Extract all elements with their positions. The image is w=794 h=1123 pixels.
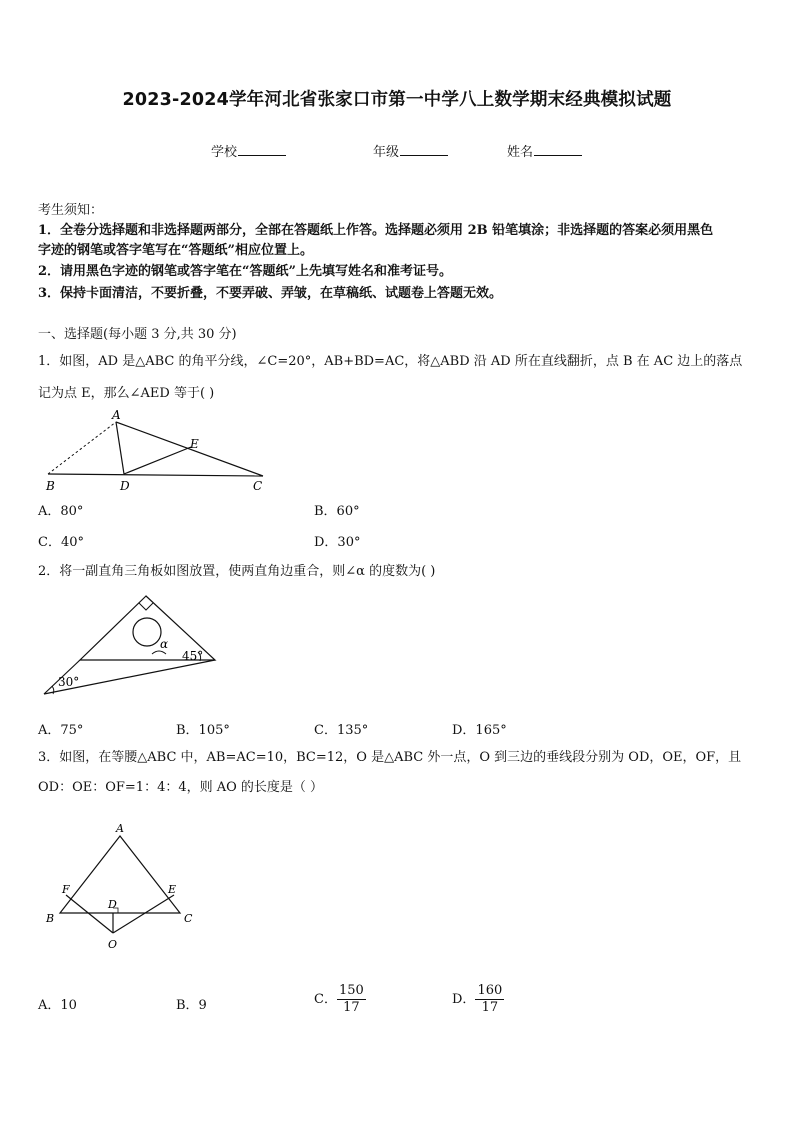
q3-option-d-fraction — [475, 983, 504, 1016]
section-heading: 一、选择题(每小题 3 分,共 30 分) — [38, 327, 237, 342]
q1-option-c[interactable]: C．40° — [38, 535, 84, 550]
q3-option-c-denominator: 17 — [343, 1000, 360, 1015]
q1-label-e: E — [190, 437, 199, 451]
name-label: 姓名 — [507, 145, 534, 160]
q3-option-c-numerator: 150 — [338, 983, 364, 998]
q3-option-c[interactable] — [314, 983, 366, 1016]
q2-option-a[interactable]: A．75° — [38, 723, 84, 738]
q1-label-d: D — [120, 479, 130, 493]
q2-option-b[interactable]: B．105° — [176, 723, 230, 738]
school-label: 学校 — [211, 145, 238, 160]
question-3-figure — [38, 818, 208, 958]
q2-label-45: 45° — [182, 649, 204, 663]
q1-option-b[interactable]: B．60° — [314, 504, 360, 519]
question-1-figure — [38, 404, 278, 496]
q3-label-f: F — [62, 883, 70, 896]
q3-option-d-denominator: 17 — [481, 1000, 499, 1015]
notice-item-1-cont: 字迹的钢笔或答字笔写在“答题纸”相应位置上。 — [38, 243, 313, 258]
q3-option-d-numerator: 160 — [477, 983, 503, 998]
q3-label-b: B — [46, 912, 55, 925]
q3-label-d: D — [108, 898, 117, 911]
q3-option-c-prefix: C． — [314, 992, 337, 1007]
notice-item-1: 1．全卷分选择题和非选择题两部分，全部在答题纸上作答。选择题必须用 2B 铅笔填涂；非选择题的答案必须用黑色 — [38, 223, 714, 238]
grade-field[interactable] — [373, 141, 448, 160]
q3-label-a: A — [116, 822, 124, 835]
q3-label-c: C — [184, 912, 193, 925]
question-2-text: 2．将一副直角三角板如图放置，使两直角边重合，则∠α 的度数为( ) — [38, 564, 436, 579]
school-field[interactable] — [211, 141, 286, 160]
question-1-text-cont: 记为点 E，那么∠AED 等于( ) — [38, 386, 215, 401]
question-3-text: 3．如图，在等腰△ABC 中，AB=AC=10，BC=12，O 是△ABC 外一点，O 到三边的垂线段分别为 OD，OE，OF，且 — [38, 750, 742, 765]
question-3-text-cont: OD：OE：OF=1：4：4，则 AO 的长度是（ ） — [38, 780, 324, 795]
question-2-figure — [38, 590, 228, 700]
q3-option-d-prefix: D． — [452, 992, 476, 1007]
q2-label-30: 30° — [58, 675, 80, 689]
q1-label-a: A — [112, 408, 121, 422]
q3-option-a[interactable]: A．10 — [38, 998, 77, 1013]
q3-label-o: O — [108, 938, 118, 951]
q2-label-alpha: α — [160, 637, 169, 651]
q3-option-c-fraction — [337, 983, 366, 1016]
question-1-text: 1．如图，AD 是△ABC 的角平分线，∠C=20°，AB+BD=AC，将△ABD 沿 AD 所在直线翻折，点 B 在 AC 边上的落点 — [38, 354, 743, 369]
q1-label-b: B — [46, 479, 55, 493]
q3-option-b[interactable]: B．9 — [176, 998, 207, 1013]
q3-option-d[interactable] — [452, 983, 504, 1016]
q1-label-c: C — [253, 479, 263, 493]
name-field[interactable] — [507, 141, 582, 160]
notice-item-2: 2．请用黑色字迹的钢笔或答字笔在“答题纸”上先填写姓名和准考证号。 — [38, 264, 453, 279]
q2-option-c[interactable]: C．135° — [314, 723, 369, 738]
notice-item-3: 3．保持卡面清洁，不要折叠，不要弄破、弄皱，在草稿纸、试题卷上答题无效。 — [38, 286, 503, 301]
q2-option-d[interactable]: D．165° — [452, 723, 507, 738]
q1-option-a[interactable]: A．80° — [38, 504, 84, 519]
grade-label: 年级 — [373, 145, 400, 160]
q1-option-d[interactable]: D．30° — [314, 535, 361, 550]
notice-heading: 考生须知： — [38, 203, 104, 218]
q3-label-e: E — [168, 883, 177, 896]
page-title: 2023-2024学年河北省张家口市第一中学八上数学期末经典模拟试题 — [122, 90, 672, 110]
